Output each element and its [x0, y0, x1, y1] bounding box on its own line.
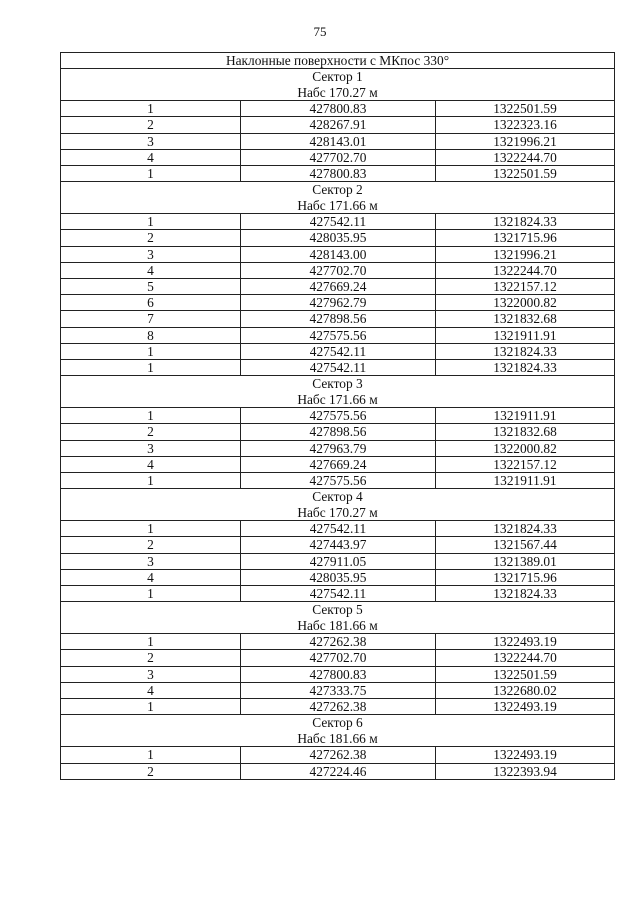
y-coordinate-cell: 1321715.96 [436, 569, 615, 585]
table-row [61, 311, 615, 327]
sector-height: Набс 171.66 м [297, 197, 378, 213]
table-row [61, 133, 615, 149]
x-coordinate-cell: 427575.56 [241, 327, 436, 343]
point-number-cell: 2 [61, 230, 241, 246]
table-row [61, 166, 615, 182]
table-row [61, 279, 615, 295]
y-coordinate-cell: 1322244.70 [436, 262, 615, 278]
sector-height: Набс 181.66 м [297, 730, 378, 746]
point-number-cell: 3 [61, 440, 241, 456]
point-number-cell: 4 [61, 456, 241, 472]
table-row [61, 553, 615, 569]
x-coordinate-cell: 427702.70 [241, 262, 436, 278]
sector-name: Сектор 1 [312, 69, 363, 85]
point-number-cell: 2 [61, 117, 241, 133]
x-coordinate-cell: 427262.38 [241, 747, 436, 763]
table-row [61, 440, 615, 456]
point-number-cell: 8 [61, 327, 241, 343]
sector-header [61, 602, 615, 634]
x-coordinate-cell: 428143.01 [241, 133, 436, 149]
y-coordinate-cell: 1322157.12 [436, 456, 615, 472]
sector-header [61, 182, 615, 214]
x-coordinate-cell: 427800.83 [241, 101, 436, 117]
table-row [61, 101, 615, 117]
y-coordinate-cell: 1321715.96 [436, 230, 615, 246]
x-coordinate-cell: 427575.56 [241, 408, 436, 424]
point-number-cell: 3 [61, 553, 241, 569]
sector-name: Сектор 3 [312, 376, 363, 392]
y-coordinate-cell: 1321996.21 [436, 133, 615, 149]
y-coordinate-cell: 1322393.94 [436, 763, 615, 779]
table-row [61, 699, 615, 715]
point-number-cell: 2 [61, 763, 241, 779]
x-coordinate-cell: 427669.24 [241, 456, 436, 472]
sector-height: Набс 171.66 м [297, 391, 378, 407]
sector-name: Сектор 2 [312, 182, 363, 198]
table-row [61, 117, 615, 133]
y-coordinate-cell: 1321824.33 [436, 586, 615, 602]
y-coordinate-cell: 1322501.59 [436, 101, 615, 117]
sector-height: Набс 170.27 м [297, 84, 378, 100]
sector-height: Набс 170.27 м [297, 504, 378, 520]
point-number-cell: 1 [61, 634, 241, 650]
x-coordinate-cell: 427542.11 [241, 360, 436, 376]
sector-header-row [61, 376, 615, 408]
x-coordinate-cell: 427702.70 [241, 149, 436, 165]
point-number-cell: 4 [61, 569, 241, 585]
sector-header [61, 715, 615, 747]
point-number-cell: 1 [61, 166, 241, 182]
table-row [61, 246, 615, 262]
sector-header-row [61, 715, 615, 747]
x-coordinate-cell: 427575.56 [241, 473, 436, 489]
y-coordinate-cell: 1322493.19 [436, 634, 615, 650]
x-coordinate-cell: 427542.11 [241, 343, 436, 359]
sector-name: Сектор 5 [312, 602, 363, 618]
y-coordinate-cell: 1322157.12 [436, 279, 615, 295]
point-number-cell: 2 [61, 424, 241, 440]
table-row [61, 214, 615, 230]
point-number-cell: 1 [61, 408, 241, 424]
table-title: Наклонные поверхности с МКпос 330° [61, 53, 615, 69]
x-coordinate-cell: 428143.00 [241, 246, 436, 262]
sector-height: Набс 181.66 м [297, 617, 378, 633]
table-title-row [61, 53, 615, 69]
y-coordinate-cell: 1321832.68 [436, 311, 615, 327]
point-number-cell: 6 [61, 295, 241, 311]
sector-header-row [61, 69, 615, 101]
table-row [61, 424, 615, 440]
point-number-cell: 4 [61, 262, 241, 278]
table-row [61, 149, 615, 165]
y-coordinate-cell: 1321911.91 [436, 473, 615, 489]
point-number-cell: 1 [61, 521, 241, 537]
point-number-cell: 1 [61, 586, 241, 602]
point-number-cell: 1 [61, 473, 241, 489]
point-number-cell: 1 [61, 343, 241, 359]
table-row [61, 586, 615, 602]
table-row [61, 295, 615, 311]
sector-header-row [61, 489, 615, 521]
point-number-cell: 4 [61, 149, 241, 165]
sector-name: Сектор 4 [312, 489, 363, 505]
point-number-cell: 4 [61, 682, 241, 698]
y-coordinate-cell: 1321824.33 [436, 214, 615, 230]
table-row [61, 521, 615, 537]
y-coordinate-cell: 1321824.33 [436, 343, 615, 359]
x-coordinate-cell: 427911.05 [241, 553, 436, 569]
sector-header-row [61, 182, 615, 214]
y-coordinate-cell: 1321996.21 [436, 246, 615, 262]
x-coordinate-cell: 427262.38 [241, 634, 436, 650]
table-row [61, 763, 615, 779]
table-row [61, 634, 615, 650]
table-row [61, 230, 615, 246]
table-row [61, 650, 615, 666]
sector-header [61, 376, 615, 408]
y-coordinate-cell: 1322000.82 [436, 295, 615, 311]
y-coordinate-cell: 1321832.68 [436, 424, 615, 440]
point-number-cell: 5 [61, 279, 241, 295]
x-coordinate-cell: 428035.95 [241, 569, 436, 585]
y-coordinate-cell: 1322000.82 [436, 440, 615, 456]
sector-header [61, 69, 615, 101]
x-coordinate-cell: 427542.11 [241, 586, 436, 602]
x-coordinate-cell: 427333.75 [241, 682, 436, 698]
x-coordinate-cell: 427963.79 [241, 440, 436, 456]
table-row [61, 262, 615, 278]
x-coordinate-cell: 427542.11 [241, 521, 436, 537]
x-coordinate-cell: 427542.11 [241, 214, 436, 230]
sector-name: Сектор 6 [312, 715, 363, 731]
x-coordinate-cell: 427443.97 [241, 537, 436, 553]
y-coordinate-cell: 1321389.01 [436, 553, 615, 569]
sector-header-row [61, 602, 615, 634]
x-coordinate-cell: 427224.46 [241, 763, 436, 779]
x-coordinate-cell: 428035.95 [241, 230, 436, 246]
x-coordinate-cell: 428267.91 [241, 117, 436, 133]
page-number: 75 [313, 24, 327, 39]
x-coordinate-cell: 427702.70 [241, 650, 436, 666]
y-coordinate-cell: 1321824.33 [436, 521, 615, 537]
x-coordinate-cell: 427800.83 [241, 666, 436, 682]
table-row [61, 343, 615, 359]
point-number-cell: 1 [61, 214, 241, 230]
table-row [61, 666, 615, 682]
y-coordinate-cell: 1322244.70 [436, 149, 615, 165]
x-coordinate-cell: 427898.56 [241, 424, 436, 440]
table-row [61, 408, 615, 424]
y-coordinate-cell: 1322501.59 [436, 666, 615, 682]
point-number-cell: 1 [61, 360, 241, 376]
point-number-cell: 3 [61, 666, 241, 682]
x-coordinate-cell: 427898.56 [241, 311, 436, 327]
point-number-cell: 3 [61, 246, 241, 262]
table-row [61, 537, 615, 553]
table-row [61, 569, 615, 585]
y-coordinate-cell: 1321824.33 [436, 360, 615, 376]
y-coordinate-cell: 1322493.19 [436, 747, 615, 763]
table-row [61, 456, 615, 472]
point-number-cell: 2 [61, 537, 241, 553]
y-coordinate-cell: 1321911.91 [436, 327, 615, 343]
x-coordinate-cell: 427669.24 [241, 279, 436, 295]
coordinates-table [60, 52, 615, 780]
table-row [61, 360, 615, 376]
y-coordinate-cell: 1321567.44 [436, 537, 615, 553]
table-row [61, 682, 615, 698]
point-number-cell: 7 [61, 311, 241, 327]
point-number-cell: 1 [61, 101, 241, 117]
x-coordinate-cell: 427962.79 [241, 295, 436, 311]
y-coordinate-cell: 1322323.16 [436, 117, 615, 133]
table-row [61, 327, 615, 343]
sector-header [61, 489, 615, 521]
point-number-cell: 1 [61, 699, 241, 715]
y-coordinate-cell: 1322680.02 [436, 682, 615, 698]
y-coordinate-cell: 1322501.59 [436, 166, 615, 182]
table-row [61, 747, 615, 763]
x-coordinate-cell: 427262.38 [241, 699, 436, 715]
y-coordinate-cell: 1322493.19 [436, 699, 615, 715]
point-number-cell: 2 [61, 650, 241, 666]
table-row [61, 473, 615, 489]
y-coordinate-cell: 1321911.91 [436, 408, 615, 424]
point-number-cell: 3 [61, 133, 241, 149]
point-number-cell: 1 [61, 747, 241, 763]
x-coordinate-cell: 427800.83 [241, 166, 436, 182]
y-coordinate-cell: 1322244.70 [436, 650, 615, 666]
